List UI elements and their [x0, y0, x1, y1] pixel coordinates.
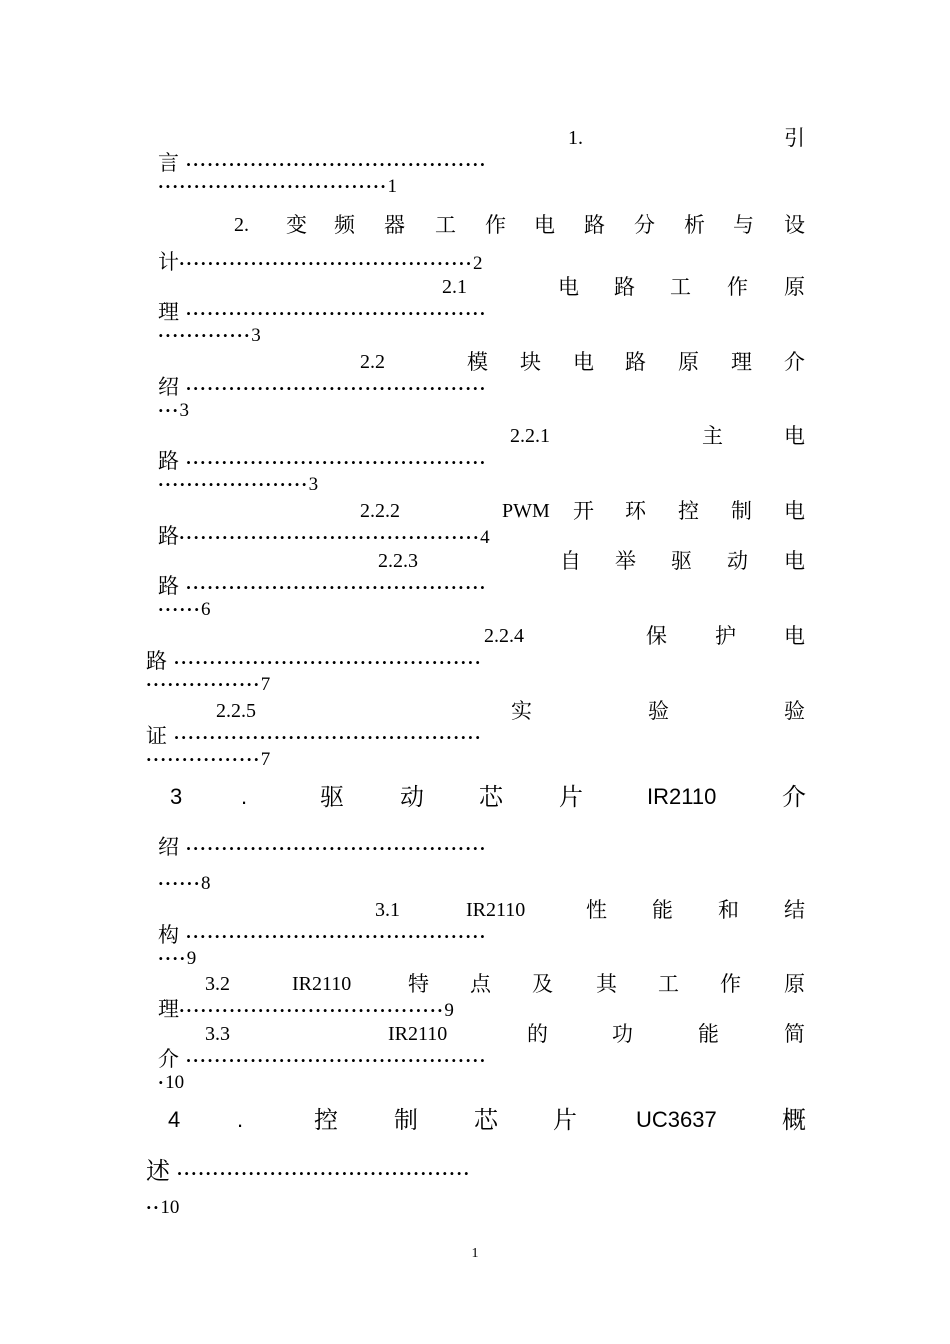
toc-heading-char: 作: [727, 275, 748, 299]
toc-heading-char: 计: [158, 250, 179, 274]
toc-dots-line: [158, 150, 808, 176]
toc-heading-char: 功: [612, 1022, 633, 1046]
toc-heading-line: [0, 422, 950, 450]
toc-leader-dots: ······: [158, 600, 202, 619]
toc-number: 2.2: [360, 351, 385, 373]
toc-page-line: [158, 947, 196, 971]
page-footer-number: 1: [471, 1246, 479, 1261]
toc-leader-dots: ··········································: [185, 578, 487, 597]
toc-heading-char: 电: [534, 213, 555, 237]
toc-heading-char: 能: [652, 898, 673, 922]
toc-heading-char: 环: [625, 499, 646, 523]
toc-heading-word: UC3637: [636, 1107, 717, 1132]
toc-heading-line: [0, 211, 950, 239]
toc-leader-dots: ··········································: [185, 839, 487, 858]
toc-heading-char: 结: [784, 898, 805, 922]
toc-heading-line: [0, 697, 950, 725]
toc-page-number: 8: [201, 873, 211, 894]
toc-heading-char: 言: [158, 151, 179, 175]
toc-page-number: 7: [260, 749, 271, 770]
toc-heading-char: 绍: [158, 375, 179, 399]
toc-heading-line: [0, 1020, 950, 1048]
toc-page-line: [146, 673, 270, 697]
toc-leader-dots: ································: [158, 177, 388, 196]
toc-page-line: [146, 1196, 179, 1220]
toc-dots-line: [146, 648, 808, 674]
toc-heading-char: 工: [670, 275, 691, 299]
toc-heading-char: 分: [634, 213, 655, 237]
toc-number: 2.2.3: [378, 550, 418, 572]
toc-heading-char: 控: [678, 499, 699, 523]
toc-dots-line: [158, 834, 808, 860]
toc-heading-char: 能: [698, 1022, 719, 1046]
toc-heading-char: 制: [731, 499, 752, 523]
toc-heading-word: IR2110: [292, 973, 352, 995]
toc-leader-dots: ·········································: [179, 254, 473, 273]
toc-number: 2.2.2: [360, 500, 400, 522]
toc-heading-char: 电: [558, 275, 579, 299]
toc-page-line: [158, 473, 318, 497]
toc-heading-char: 引: [784, 126, 805, 150]
toc-heading-char: 工: [435, 213, 456, 237]
toc-leader-dots: ·····································: [179, 1001, 445, 1020]
toc-leader-dots: ···: [158, 401, 180, 420]
toc-page-line: [146, 748, 270, 772]
toc-heading-char: 变: [286, 213, 307, 237]
toc-dots-line: [158, 1046, 808, 1072]
toc-heading-char: 构: [158, 923, 179, 947]
toc-heading-char: 验: [648, 699, 669, 723]
toc-page-number: 9: [444, 1000, 454, 1021]
toc-number: 2.2.5: [216, 700, 256, 722]
toc-leader-dots: ··: [146, 1198, 161, 1217]
toc-page-number: 3: [179, 400, 190, 421]
toc-dots-line: [158, 922, 808, 948]
toc-page-number: 2: [472, 253, 483, 274]
toc-heading-char: 开: [573, 499, 594, 523]
toc-page-number: 10: [160, 1197, 180, 1218]
toc-leader-dots: ·········································: [176, 1164, 471, 1183]
toc-page-number: 9: [186, 948, 197, 969]
toc-heading-char: 主: [702, 424, 723, 448]
toc-heading-char: 保: [646, 624, 667, 648]
toc-heading-char: 工: [658, 972, 679, 996]
toc-heading-char: 路: [158, 524, 179, 548]
toc-heading-line: [0, 497, 950, 525]
toc-heading-char: 原: [784, 972, 805, 996]
toc-leader-dots: ··········································: [185, 304, 487, 323]
toc-heading-line: [0, 273, 950, 301]
toc-dots-line: [158, 448, 808, 474]
toc-leader-dots: ················: [146, 675, 261, 694]
toc-page-number: 4: [480, 527, 490, 548]
toc-heading-char: 驱: [671, 549, 692, 573]
toc-page-number: 3: [251, 325, 261, 346]
toc-heading-char: 证: [146, 724, 167, 748]
toc-page-line: [158, 1071, 184, 1095]
toc-leader-dots: ··········································: [179, 528, 481, 547]
toc-heading-char: 路: [614, 275, 635, 299]
toc-heading-line: [0, 622, 950, 650]
toc-number: 3: [170, 784, 183, 809]
toc-leader-dots: ··········································: [185, 927, 487, 946]
toc-leader-dots: ··········································: [185, 379, 487, 398]
toc-dots-line: [158, 573, 808, 599]
toc-number: 4: [168, 1107, 181, 1132]
toc-leader-dots: ·····················: [158, 475, 309, 494]
toc-page-number: 7: [260, 674, 271, 695]
toc-heading-char: 电: [784, 499, 805, 523]
toc-heading-char: 的: [527, 1022, 548, 1046]
toc-heading-char: 实: [511, 699, 532, 723]
toc-heading-char: 电: [784, 424, 805, 448]
toc-heading-char: 自: [560, 549, 581, 573]
toc-number-dot: .: [237, 1107, 244, 1132]
toc-heading-char: 块: [520, 350, 541, 374]
toc-number: 2.2.4: [484, 625, 524, 647]
toc-heading-char: 及: [532, 972, 553, 996]
toc-heading-char: 理: [158, 300, 179, 324]
toc-heading-char: 简: [784, 1022, 805, 1046]
toc-heading-char: 析: [684, 213, 705, 237]
toc-heading-char: 介: [784, 350, 805, 374]
toc-page-line: [158, 175, 397, 199]
toc-heading-char: 电: [784, 549, 805, 573]
toc-heading-char: 驱: [320, 783, 344, 811]
toc-number: 3.2: [205, 973, 230, 995]
toc-number: 1.: [568, 127, 583, 149]
toc-heading-char: 路: [146, 649, 167, 673]
toc-heading-char: 和: [718, 898, 739, 922]
toc-leader-dots: ···········································: [173, 653, 483, 672]
toc-heading-char: 路: [158, 449, 179, 473]
toc-number: 2.2.1: [510, 425, 550, 447]
toc-number-dot: .: [241, 784, 248, 809]
toc-dots-line: [158, 374, 808, 400]
toc-heading-char: 电: [573, 350, 594, 374]
toc-heading-char: 片: [553, 1106, 577, 1134]
toc-number: 3.1: [375, 899, 400, 921]
toc-heading-char: 动: [400, 783, 424, 811]
toc-page-line: [158, 399, 189, 423]
toc-heading-word: IR2110: [388, 1023, 448, 1045]
toc-heading-word: IR2110: [466, 899, 526, 921]
toc-heading-char: 片: [559, 783, 583, 811]
toc-heading-char: 电: [784, 624, 805, 648]
toc-heading-char: 特: [408, 972, 429, 996]
toc-heading-char: 性: [586, 898, 607, 922]
toc-heading-char: 路: [158, 574, 179, 598]
toc-heading-char: 举: [615, 549, 636, 573]
toc-leader-dots: ·: [158, 1073, 166, 1092]
toc-heading-char: 点: [470, 972, 491, 996]
toc-dots-line: [146, 1157, 808, 1185]
toc-dots-line: [158, 249, 818, 275]
toc-page-line: [158, 324, 261, 348]
toc-page-number: 10: [165, 1072, 185, 1093]
toc-heading-char: 器: [384, 213, 405, 237]
toc-heading-char: 作: [720, 972, 741, 996]
toc-heading-char: 绍: [158, 835, 179, 859]
toc-heading-line: [0, 1106, 950, 1134]
toc-number: 2.1: [442, 276, 467, 298]
toc-heading-char: 路: [625, 350, 646, 374]
toc-heading-char: 芯: [479, 783, 503, 811]
toc-heading-char: 路: [584, 213, 605, 237]
toc-dots-line: [158, 996, 758, 1022]
toc-dots-line: [158, 299, 808, 325]
toc-dots-line: [146, 723, 808, 749]
toc-heading-char: 其: [596, 972, 617, 996]
toc-leader-dots: ··········································: [185, 155, 487, 174]
toc-number: 2.: [234, 214, 249, 236]
toc-heading-line: [0, 348, 950, 376]
toc-heading-char: 动: [727, 549, 748, 573]
toc-dots-line: [158, 523, 818, 549]
toc-heading-char: 频: [334, 213, 355, 237]
toc-page-line: [158, 598, 211, 622]
toc-heading-line: [0, 783, 950, 811]
toc-page-line: [158, 872, 211, 896]
toc-number: 3.3: [205, 1023, 230, 1045]
toc-heading-word: IR2110: [647, 784, 717, 809]
toc-heading-char: 理: [158, 997, 179, 1021]
toc-page-number: 6: [201, 599, 211, 620]
toc-heading-char: 述: [146, 1157, 170, 1185]
toc-heading-char: 护: [715, 624, 736, 648]
toc-leader-dots: ················: [146, 750, 261, 769]
toc-heading-line: [0, 547, 950, 575]
toc-heading-char: 与: [733, 213, 754, 237]
toc-heading-line: [0, 124, 950, 152]
toc-leader-dots: ·············: [158, 326, 252, 345]
toc-heading-char: 验: [784, 699, 805, 723]
toc-heading-char: 设: [784, 213, 805, 237]
toc-heading-char: 芯: [474, 1106, 498, 1134]
toc-leader-dots: ···········································: [173, 728, 483, 747]
toc-leader-dots: ····: [158, 949, 187, 968]
toc-leader-dots: ··········································: [185, 1051, 487, 1070]
toc-heading-char: 模: [467, 350, 488, 374]
toc-heading-char: 介: [158, 1047, 179, 1071]
toc-heading-line: [0, 896, 950, 924]
toc-heading-char: 原: [784, 275, 805, 299]
toc-page-number: 1: [387, 176, 397, 197]
toc-heading-char: 概: [782, 1106, 806, 1134]
toc-leader-dots: ··········································: [185, 453, 487, 472]
toc-heading-char: 原: [678, 350, 699, 374]
toc-heading-char: 介: [782, 783, 806, 811]
toc-heading-char: 理: [731, 350, 752, 374]
toc-heading-char: 制: [394, 1106, 418, 1134]
toc-heading-char: 控: [314, 1106, 338, 1134]
toc-heading-line: [0, 970, 950, 998]
toc-heading-word: PWM: [502, 500, 550, 522]
toc-page-number: 3: [308, 474, 319, 495]
toc-heading-char: 作: [485, 213, 506, 237]
toc-leader-dots: ······: [158, 874, 202, 893]
